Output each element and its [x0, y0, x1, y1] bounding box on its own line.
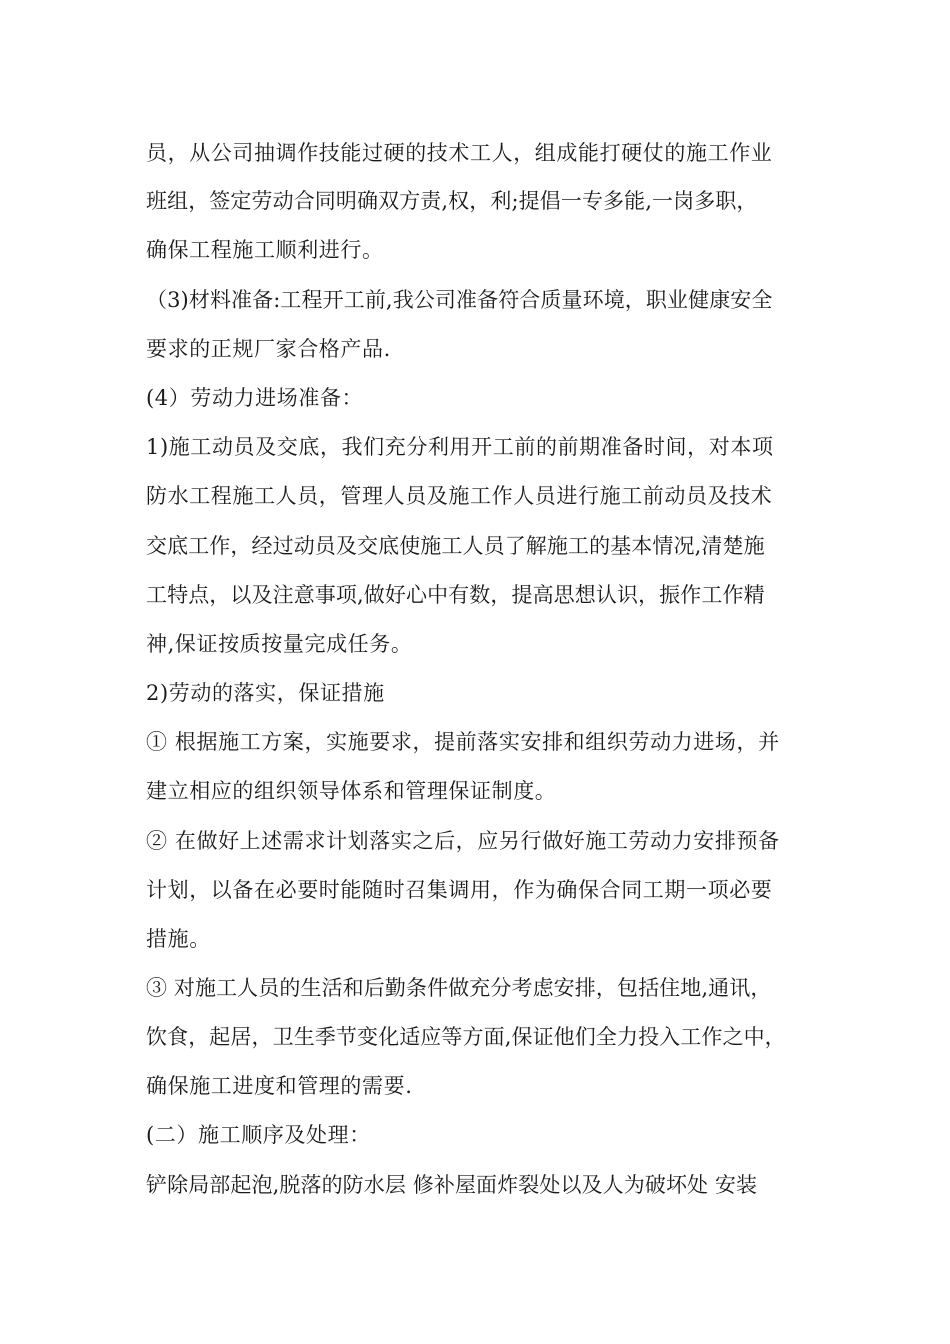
- text-line-17: 措施。: [146, 927, 211, 951]
- text-line-19: 饮食，起居，卫生季节变化适应等方面,保证他们全力投入工作之中，: [146, 1025, 786, 1049]
- list-item-3: ③ 对施工人员的生活和后勤条件做充分考虑安排，包括住地,通讯，: [146, 976, 772, 1000]
- list-item-2: ② 在做好上述需求计划落实之后，应另行做好施工劳动力安排预备: [146, 829, 780, 853]
- subheading-labor-measures: 2)劳动的落实，保证措施: [146, 681, 385, 705]
- section-heading-sequence: (二）施工顺序及处理：: [146, 1123, 371, 1147]
- text-line-9: 交底工作，经过动员及交底使施工人员了解施工的基本情况,清楚施: [146, 534, 765, 558]
- text-line-3: 确保工程施工顺利进行。: [146, 238, 384, 262]
- text-line-8: 防水工程施工人员，管理人员及施工作人员进行施工前动员及技术: [146, 484, 773, 508]
- list-item-1: ① 根据施工方案，实施要求，提前落实安排和组织劳动力进场，并: [146, 730, 780, 754]
- text-line-14: 建立相应的组织领导体系和管理保证制度。: [146, 779, 557, 803]
- text-line-4: （3)材料准备:工程开工前,我公司准备符合质量环境，职业健康安全: [146, 288, 773, 312]
- section-heading-labor: (4）劳动力进场准备：: [146, 386, 364, 410]
- text-line-7: 1)施工动员及交底，我们充分利用开工前的前期准备时间，对本项: [146, 435, 774, 459]
- text-line-10: 工特点，以及注意事项,做好心中有数，提高思想认识，振作工作精: [146, 583, 765, 607]
- text-line-11: 神,保证按质按量完成任务。: [146, 632, 413, 656]
- text-line-16: 计划，以备在必要时能随时召集调用，作为确保合同工期一项必要: [146, 878, 773, 902]
- text-line-22: 铲除局部起泡,脱落的防水层 修补屋面炸裂处以及人为破坏处 安装: [146, 1173, 758, 1197]
- text-line-1: 员，从公司抽调作技能过硬的技术工人，组成能打硬仗的施工作业: [146, 141, 773, 165]
- text-line-20: 确保施工进度和管理的需要.: [146, 1074, 413, 1098]
- text-line-5: 要求的正规厂家合格产品.: [146, 337, 391, 361]
- text-line-2: 班组，签定劳动合同明确双方责,权，利;提倡一专多能,一岗多职，: [146, 189, 758, 213]
